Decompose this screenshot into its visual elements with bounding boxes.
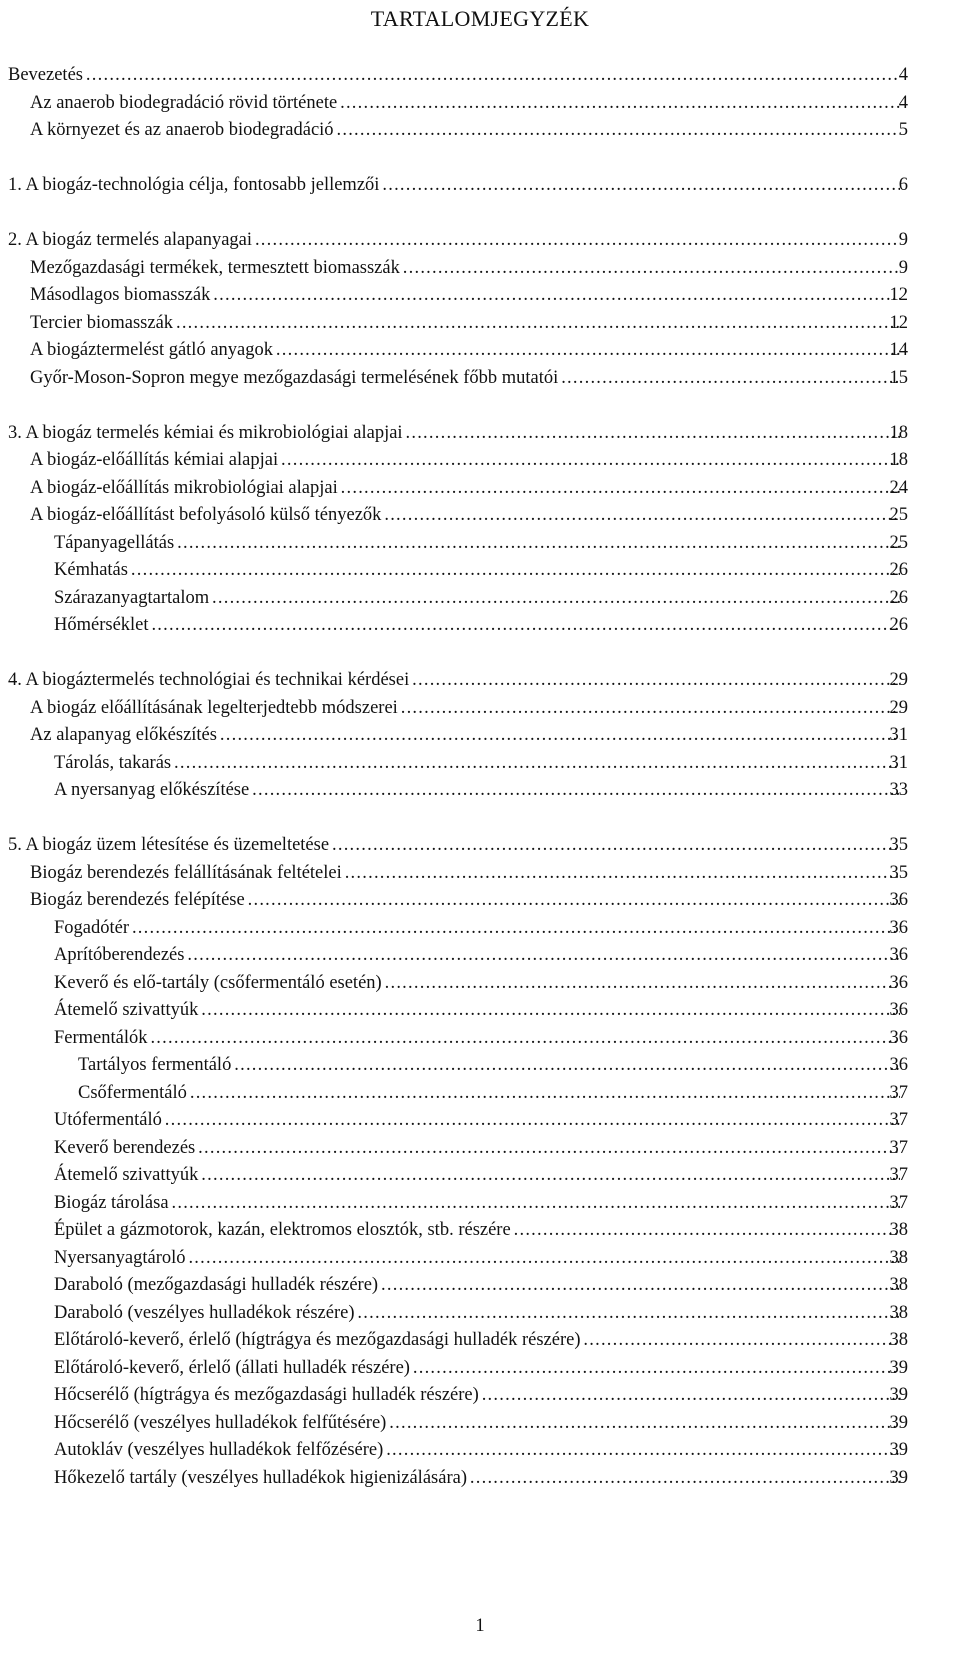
toc-entry-page: 39 bbox=[889, 1440, 908, 1460]
toc-entry-title: Hőmérséklet . . . bbox=[54, 612, 900, 640]
toc-entry[interactable] bbox=[0, 447, 960, 475]
toc-entry-page: 36 bbox=[889, 1055, 908, 1075]
toc-entry[interactable] bbox=[0, 585, 960, 613]
toc-entry-title: 1. A biogáz-technológia célja, fontosabb jellemzői . . . bbox=[8, 172, 900, 200]
toc-entry[interactable] bbox=[0, 530, 960, 558]
toc-entry-page: 18 bbox=[889, 450, 908, 470]
toc-entry[interactable] bbox=[0, 117, 960, 145]
toc-entry-title: A biogáz-előállítást befolyásoló külső tényezők . . . bbox=[30, 502, 900, 530]
toc-entry-page: 36 bbox=[889, 1027, 908, 1048]
toc-entry-title: Az alapanyag előkészítés . . . bbox=[30, 722, 900, 750]
toc-entry-title: Aprítóberendezés . . . bbox=[54, 942, 900, 970]
toc-entry[interactable] bbox=[0, 1410, 960, 1438]
toc-entry[interactable] bbox=[0, 832, 960, 860]
toc-entry[interactable] bbox=[0, 750, 960, 778]
toc-entry[interactable] bbox=[0, 667, 960, 695]
toc-entry-page: 9 bbox=[898, 257, 908, 278]
toc-entry-page: 38 bbox=[889, 1302, 908, 1323]
toc-entry-title: A biogáz előállításának legelterjedtebb módszerei . . . bbox=[30, 695, 900, 723]
toc-entry-title: Tárolás, takarás . . . bbox=[54, 750, 900, 778]
toc-entry[interactable] bbox=[0, 310, 960, 338]
toc-entry[interactable] bbox=[0, 915, 960, 943]
toc-entry-title: Tartályos fermentáló . . . bbox=[78, 1052, 900, 1080]
toc-entry[interactable] bbox=[0, 1272, 960, 1300]
toc-entry-page: 31 bbox=[889, 752, 908, 773]
toc-entry[interactable] bbox=[0, 337, 960, 365]
toc-entry-page: 37 bbox=[889, 1165, 908, 1185]
toc-entry[interactable] bbox=[0, 1052, 960, 1080]
toc-entry[interactable] bbox=[0, 1465, 960, 1493]
toc-entry-title: Kémhatás . . . bbox=[54, 557, 900, 585]
toc-entry-page: 38 bbox=[889, 1275, 908, 1295]
toc-entry-page: 29 bbox=[889, 670, 908, 690]
toc-entry-title: A biogáz-előállítás kémiai alapjai . . . bbox=[30, 447, 900, 475]
toc-entry[interactable] bbox=[0, 62, 960, 90]
toc-entry-title: Utófermentáló . . . bbox=[54, 1107, 900, 1135]
toc-entry-title: Biogáz berendezés felépítése . . . bbox=[30, 887, 900, 915]
toc-entry-page: 37 bbox=[889, 1137, 908, 1158]
toc-entry-title: A nyersanyag előkészítése . . . bbox=[54, 777, 900, 805]
toc-entry[interactable] bbox=[0, 1437, 960, 1465]
toc-entry[interactable] bbox=[0, 722, 960, 750]
toc-entry-title: 2. A biogáz termelés alapanyagai . . . bbox=[8, 227, 900, 255]
toc-entry-page: 38 bbox=[889, 1330, 908, 1350]
toc-entry[interactable] bbox=[0, 172, 960, 200]
toc-entry-title: Autokláv (veszélyes hulladékok felfőzésére) . . . bbox=[54, 1437, 900, 1465]
toc-entry-page: 39 bbox=[889, 1467, 908, 1488]
toc-entry[interactable] bbox=[0, 1245, 960, 1273]
toc-entry-page: 36 bbox=[889, 1000, 908, 1020]
toc-entry-page: 37 bbox=[889, 1192, 908, 1213]
toc-entry-title: Fogadótér . . . bbox=[54, 915, 900, 943]
toc-entry-page: 9 bbox=[898, 230, 908, 250]
toc-entry-title: Hőcserélő (hígtrágya és mezőgazdasági hulladék részére) . . . bbox=[54, 1382, 900, 1410]
toc-entry-title: Győr-Moson-Sopron megye mezőgazdasági termelésének főbb mutatói . . . bbox=[30, 365, 900, 393]
toc-entry-title: Csőfermentáló . . . bbox=[78, 1080, 900, 1108]
toc-entry-page: 39 bbox=[889, 1412, 908, 1433]
toc-entry-page: 29 bbox=[889, 697, 908, 718]
toc-entry-page: 36 bbox=[889, 890, 908, 910]
toc-entry-page: 39 bbox=[889, 1357, 908, 1378]
toc-entry[interactable] bbox=[0, 90, 960, 118]
toc-entry-title: Előtároló-keverő, érlelő (állati hulladék részére) . . . bbox=[54, 1355, 900, 1383]
toc-entry-title: Mezőgazdasági termékek, termesztett biomasszák . . . bbox=[30, 255, 900, 283]
toc-entry[interactable] bbox=[0, 942, 960, 970]
toc-entry-page: 38 bbox=[889, 1220, 908, 1240]
toc-entry[interactable] bbox=[0, 695, 960, 723]
toc-entry[interactable] bbox=[0, 475, 960, 503]
toc-entry[interactable] bbox=[0, 887, 960, 915]
toc-entry-page: 39 bbox=[889, 1385, 908, 1405]
toc-entry-page: 26 bbox=[889, 560, 908, 580]
toc-entry[interactable] bbox=[0, 1162, 960, 1190]
toc-entry[interactable] bbox=[0, 227, 960, 255]
toc-entry-title: Tápanyagellátás . . . bbox=[54, 530, 900, 558]
toc-entry-page: 37 bbox=[889, 1082, 908, 1103]
toc-entry-page: 33 bbox=[889, 780, 908, 800]
toc-entry-title: Átemelő szivattyúk . . . bbox=[54, 997, 900, 1025]
toc-entry-page: 24 bbox=[889, 477, 908, 498]
toc-entry-page: 18 bbox=[889, 422, 908, 443]
toc-entry-page: 26 bbox=[889, 615, 908, 635]
toc-entry[interactable] bbox=[0, 860, 960, 888]
toc-entry-title: Hőcserélő (veszélyes hulladékok felfűtésére) . . . bbox=[54, 1410, 900, 1438]
toc-entry-page: 14 bbox=[889, 340, 908, 360]
toc-entry-title: Biogáz berendezés felállításának feltételei . . . bbox=[30, 860, 900, 888]
toc-entry-page: 37 bbox=[889, 1110, 908, 1130]
toc-entry-title: Előtároló-keverő, érlelő (hígtrágya és mezőgazdasági hulladék részére) . . . bbox=[54, 1327, 900, 1355]
toc-entry-title: Keverő és elő-tartály (csőfermentáló esetén) . . . bbox=[54, 970, 900, 998]
toc-entry-page: 4 bbox=[898, 92, 908, 113]
toc-entry-title: Daraboló (veszélyes hulladékok részére) . . . bbox=[54, 1300, 900, 1328]
toc-entry-title: 5. A biogáz üzem létesítése és üzemeltetése . . . bbox=[8, 832, 900, 860]
toc-entry-page: 35 bbox=[889, 835, 908, 855]
toc-entry-title: 3. A biogáz termelés kémiai és mikrobiológiai alapjai . . . bbox=[8, 420, 900, 448]
toc-entry-title: Az anaerob biodegradáció rövid története . . . bbox=[30, 90, 900, 118]
toc-entry[interactable] bbox=[0, 365, 960, 393]
toc-entry[interactable] bbox=[0, 282, 960, 310]
toc-entry-page: 12 bbox=[889, 285, 908, 305]
toc-entry[interactable] bbox=[0, 420, 960, 448]
toc-entry[interactable] bbox=[0, 970, 960, 998]
toc-entry[interactable] bbox=[0, 255, 960, 283]
toc-entry[interactable] bbox=[0, 1300, 960, 1328]
toc-entry-page: 36 bbox=[889, 972, 908, 993]
toc-entry[interactable] bbox=[0, 1327, 960, 1355]
toc-entry-title: A biogáztermelést gátló anyagok . . . bbox=[30, 337, 900, 365]
toc-entry[interactable] bbox=[0, 502, 960, 530]
toc-entry-page: 38 bbox=[889, 1247, 908, 1268]
toc-entry[interactable] bbox=[0, 1025, 960, 1053]
toc-entry-title: Tercier biomasszák . . . bbox=[30, 310, 900, 338]
toc-entry-page: 35 bbox=[889, 862, 908, 883]
toc-entry-page: 12 bbox=[889, 312, 908, 333]
toc-entry-title: Átemelő szivattyúk . . . bbox=[54, 1162, 900, 1190]
toc-entry-page: 36 bbox=[889, 945, 908, 965]
toc-entry[interactable] bbox=[0, 1382, 960, 1410]
toc-entry-page: 25 bbox=[889, 505, 908, 525]
toc-entry[interactable] bbox=[0, 1080, 960, 1108]
toc-entry-title: Keverő berendezés . . . bbox=[54, 1135, 900, 1163]
table-of-contents bbox=[0, 62, 960, 1492]
toc-entry[interactable] bbox=[0, 997, 960, 1025]
toc-entry[interactable] bbox=[0, 1355, 960, 1383]
toc-entry-title: A biogáz-előállítás mikrobiológiai alapjai . . . bbox=[30, 475, 900, 503]
toc-entry-title: Szárazanyagtartalom . . . bbox=[54, 585, 900, 613]
toc-entry-page: 15 bbox=[889, 367, 908, 388]
toc-entry-page: 31 bbox=[889, 725, 908, 745]
toc-entry-page: 5 bbox=[898, 120, 908, 140]
toc-entry-title: Fermentálók . . . bbox=[54, 1025, 900, 1053]
toc-entry-title: Hőkezelő tartály (veszélyes hulladékok higienizálására) . . . bbox=[54, 1465, 900, 1493]
toc-entry-title: Nyersanyagtároló . . . bbox=[54, 1245, 900, 1273]
page-number: 1 bbox=[475, 1616, 485, 1636]
toc-entry[interactable] bbox=[0, 557, 960, 585]
toc-entry-title: Bevezetés . . . bbox=[8, 62, 900, 90]
toc-entry-title: 4. A biogáztermelés technológiai és technikai kérdései . . . bbox=[8, 667, 900, 695]
toc-entry[interactable] bbox=[0, 777, 960, 805]
toc-entry[interactable] bbox=[0, 1135, 960, 1163]
toc-entry-page: 25 bbox=[889, 532, 908, 553]
toc-entry-page: 6 bbox=[898, 175, 908, 195]
toc-entry-title: Épület a gázmotorok, kazán, elektromos elosztók, stb. részére . . . bbox=[54, 1217, 900, 1245]
toc-entry[interactable] bbox=[0, 1190, 960, 1218]
toc-entry[interactable] bbox=[0, 612, 960, 640]
page-title: TARTALOMJEGYZÉK bbox=[370, 6, 590, 31]
toc-entry-title: A környezet és az anaerob biodegradáció . . . bbox=[30, 117, 900, 145]
toc-entry[interactable] bbox=[0, 1217, 960, 1245]
toc-entry-title: Daraboló (mezőgazdasági hulladék részére) . . . bbox=[54, 1272, 900, 1300]
toc-entry[interactable] bbox=[0, 1107, 960, 1135]
toc-entry-page: 26 bbox=[889, 587, 908, 608]
toc-entry-title: Biogáz tárolása . . . bbox=[54, 1190, 900, 1218]
toc-entry-page: 36 bbox=[889, 917, 908, 938]
toc-entry-title: Másodlagos biomasszák . . . bbox=[30, 282, 900, 310]
toc-entry-page: 4 bbox=[898, 65, 908, 85]
